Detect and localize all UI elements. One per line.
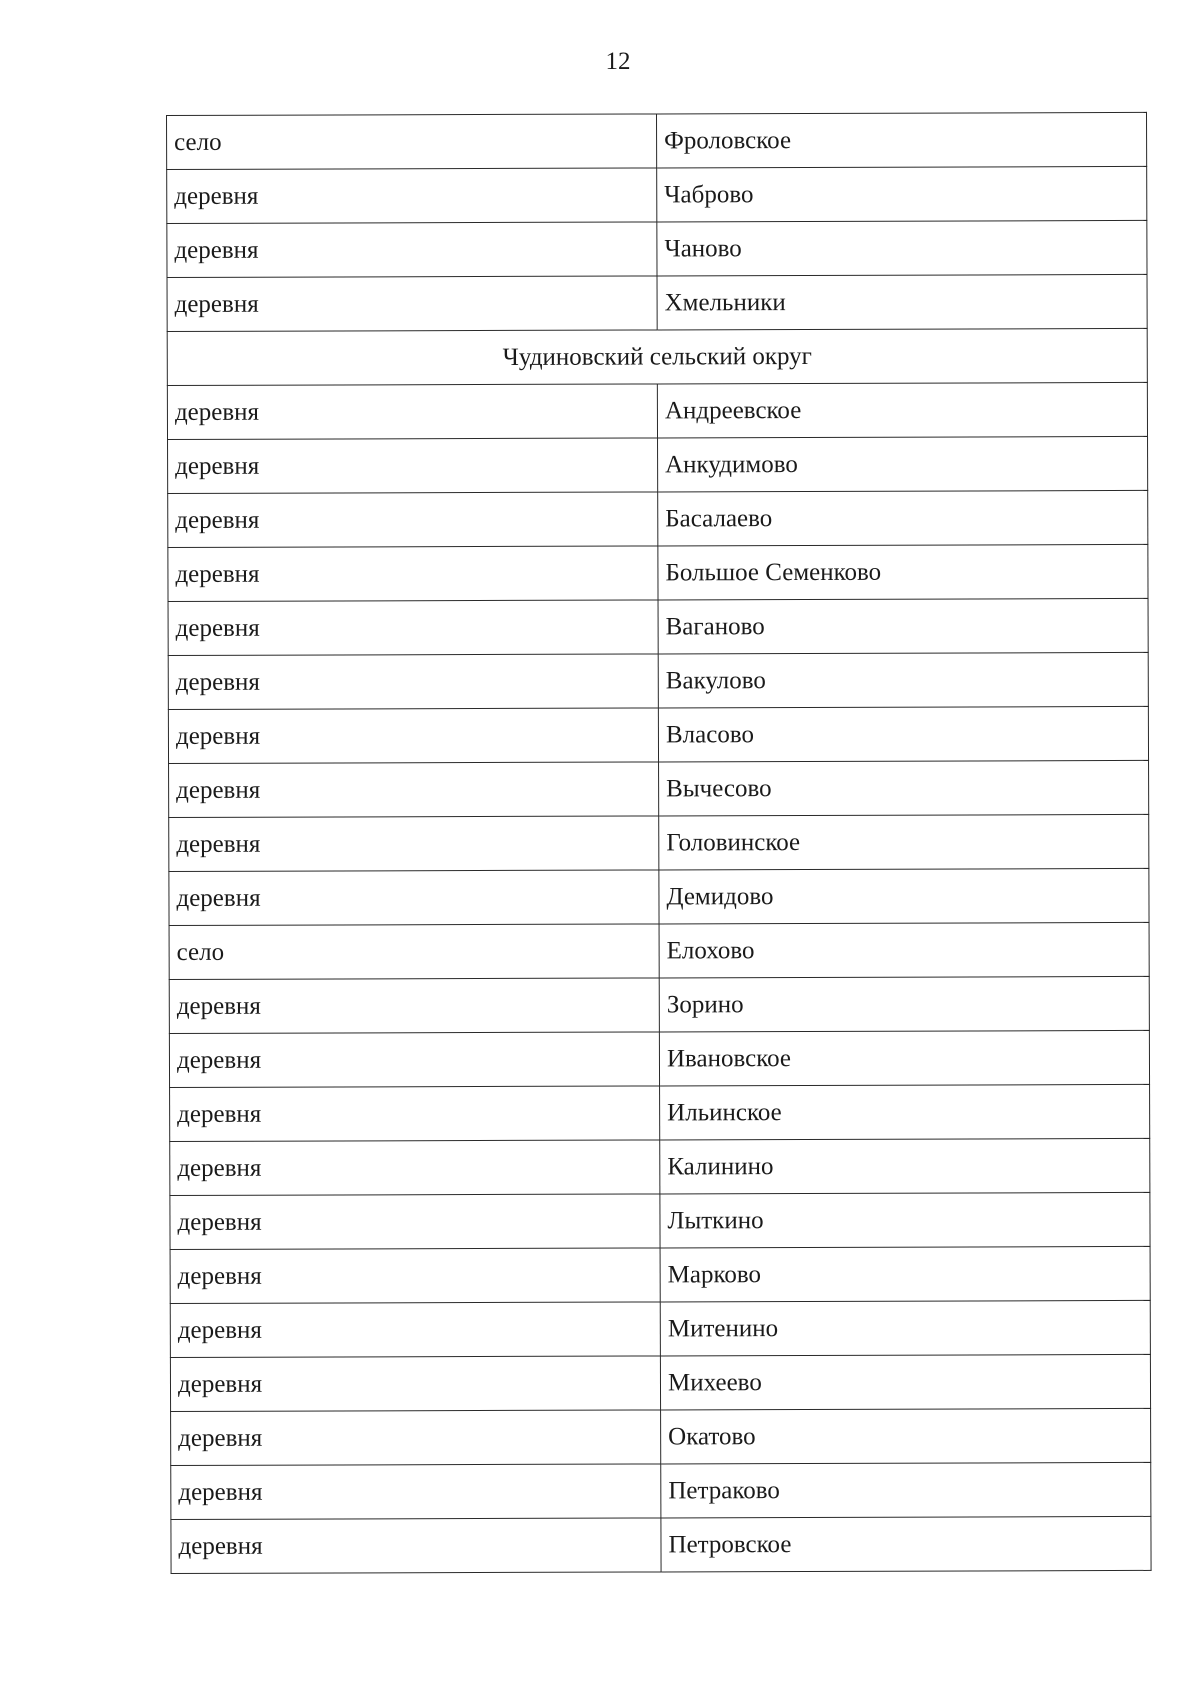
table-row	[170, 1192, 1150, 1249]
settlement-name: Михеево	[660, 1354, 1150, 1410]
settlements-table	[166, 112, 1152, 1574]
table-row	[171, 1516, 1151, 1573]
settlement-type: деревня	[168, 438, 658, 494]
settlement-name: Басалаево	[658, 490, 1148, 546]
settlement-name: Зорино	[659, 976, 1149, 1032]
table-row	[167, 220, 1147, 277]
settlement-name: Фроловское	[656, 112, 1146, 168]
settlement-type: деревня	[169, 1032, 659, 1088]
settlement-name: Большое Семенково	[658, 544, 1148, 600]
settlement-type: деревня	[171, 1518, 661, 1574]
settlement-type: село	[169, 924, 659, 980]
settlement-type: деревня	[169, 816, 659, 872]
settlement-type: деревня	[168, 492, 658, 548]
table-row	[167, 166, 1147, 223]
table-row	[169, 1030, 1149, 1087]
settlement-type: деревня	[168, 654, 658, 710]
settlement-name: Чаново	[657, 220, 1147, 276]
table-row	[167, 382, 1147, 439]
settlement-type: деревня	[167, 222, 657, 278]
settlements-table-body	[167, 112, 1152, 1573]
table-row	[167, 112, 1147, 169]
settlement-type: деревня	[168, 546, 658, 602]
table-row	[170, 1354, 1150, 1411]
settlement-type: деревня	[169, 762, 659, 818]
settlement-name: Андреевское	[657, 382, 1147, 438]
section-row	[167, 328, 1147, 385]
table-row	[170, 1246, 1150, 1303]
settlement-type: деревня	[170, 1248, 660, 1304]
settlement-name: Лыткино	[660, 1192, 1150, 1248]
table-row	[171, 1408, 1151, 1465]
table-row	[171, 1462, 1151, 1519]
settlement-type: деревня	[168, 708, 658, 764]
settlement-name: Митенино	[660, 1300, 1150, 1356]
table-row	[168, 436, 1148, 493]
settlement-name: Головинское	[659, 814, 1149, 870]
section-title: Чудиновский сельский округ	[167, 328, 1147, 385]
table-row	[169, 976, 1149, 1033]
settlement-type: деревня	[171, 1464, 661, 1520]
table-row	[169, 922, 1149, 979]
settlement-type: деревня	[168, 600, 658, 656]
table-row	[167, 274, 1147, 331]
settlement-type: деревня	[170, 1356, 660, 1412]
settlement-name: Петровское	[661, 1516, 1151, 1572]
settlement-name: Чаброво	[657, 166, 1147, 222]
table-row	[168, 652, 1148, 709]
settlement-name: Петраково	[661, 1462, 1151, 1518]
table-row	[170, 1084, 1150, 1141]
table-row	[170, 1138, 1150, 1195]
settlement-name: Окатово	[661, 1408, 1151, 1464]
settlement-name: Ваганово	[658, 598, 1148, 654]
settlement-name: Ильинское	[660, 1084, 1150, 1140]
settlement-name: Демидово	[659, 868, 1149, 924]
settlement-type: деревня	[170, 1194, 660, 1250]
table-row	[168, 706, 1148, 763]
page-number: 12	[605, 48, 631, 75]
table-row	[170, 1300, 1150, 1357]
settlement-name: Елохово	[659, 922, 1149, 978]
settlement-type: деревня	[167, 384, 657, 440]
settlement-type: деревня	[171, 1410, 661, 1466]
settlement-type: деревня	[167, 168, 657, 224]
settlement-type: деревня	[170, 1140, 660, 1196]
table-row	[169, 760, 1149, 817]
table-row	[168, 598, 1148, 655]
table-row	[168, 490, 1148, 547]
settlement-name: Вакулово	[658, 652, 1148, 708]
table-row	[168, 544, 1148, 601]
table-row	[169, 814, 1149, 871]
settlement-name: Вычесово	[659, 760, 1149, 816]
settlement-type: деревня	[167, 276, 657, 332]
settlement-type: деревня	[170, 1302, 660, 1358]
settlement-type: село	[167, 114, 657, 170]
settlement-name: Ивановское	[659, 1030, 1149, 1086]
settlement-name: Хмельники	[657, 274, 1147, 330]
table-row	[169, 868, 1149, 925]
settlement-type: деревня	[169, 978, 659, 1034]
settlement-name: Власово	[658, 706, 1148, 762]
settlement-type: деревня	[170, 1086, 660, 1142]
settlement-name: Калинино	[660, 1138, 1150, 1194]
settlement-name: Анкудимово	[658, 436, 1148, 492]
settlement-name: Марково	[660, 1246, 1150, 1302]
settlement-type: деревня	[169, 870, 659, 926]
